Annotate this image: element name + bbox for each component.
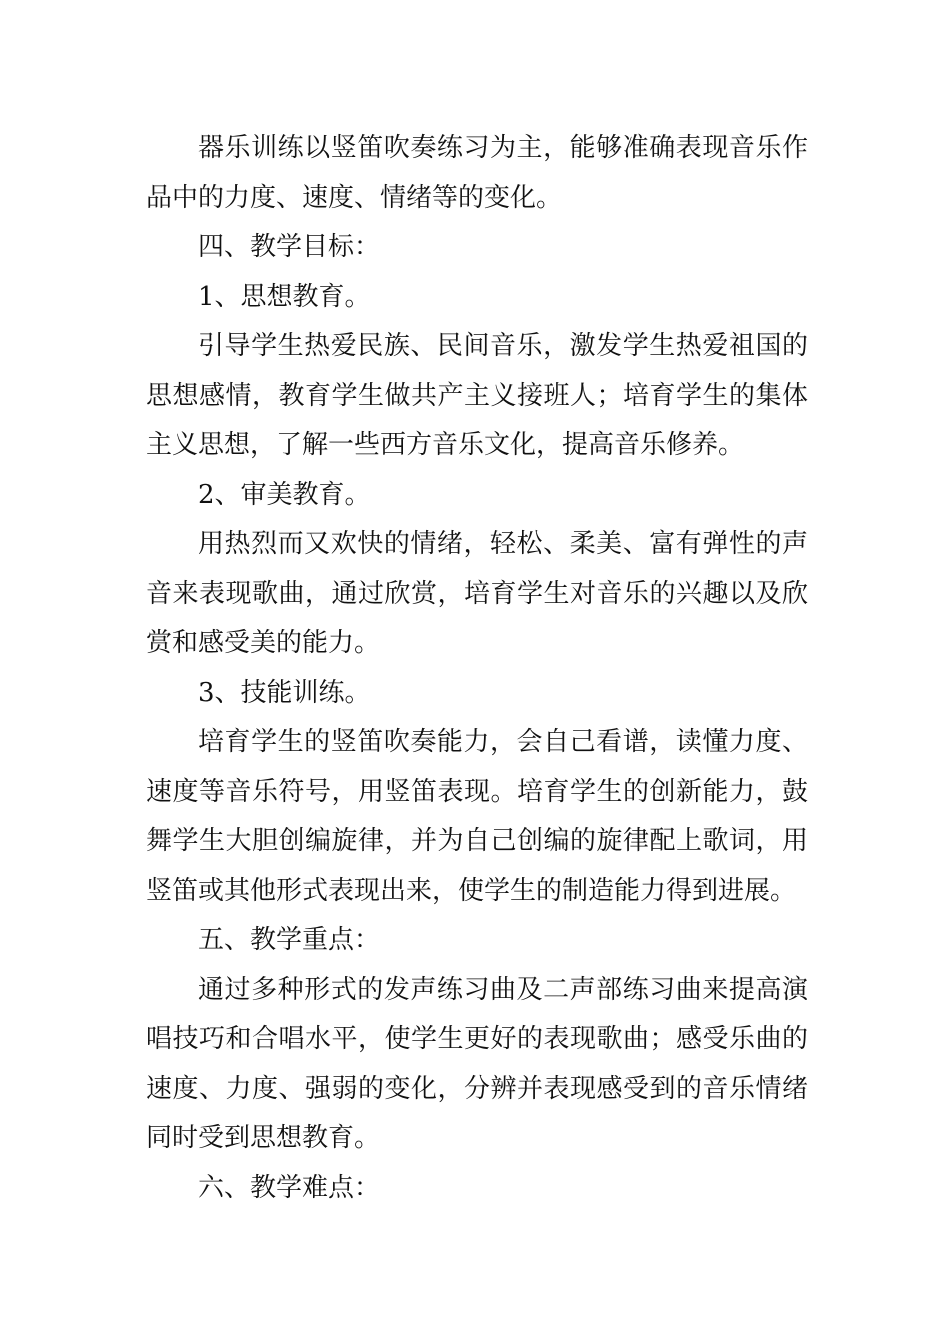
heading-teaching-difficulties: 六、教学难点： [198,1172,381,1203]
heading-teaching-goals: 四、教学目标： [198,232,381,262]
subheading-skill-training: 3、技能训练。 [198,677,371,708]
paragraph-ideological-education: 引导学生热爱民族、民间音乐，激发学生热爱祖国的思想感情，教育学生做共产主义接班人；培育学生的集体主义思想，了解一些西方音乐文化，提高音乐修养。 [146,331,808,460]
paragraph-aesthetic-education: 用热烈而又欢快的情绪，轻松、柔美、富有弹性的声音来表现歌曲，通过欣赏，培育学生对音乐的兴趣以及欣赏和感受美的能力。 [146,529,808,658]
subheading-ideological-education: 1、思想教育。 [198,281,371,312]
heading-teaching-focus: 五、教学重点： [198,925,381,955]
paragraph-instrument-training: 器乐训练以竖笛吹奏练习为主，能够准确表现音乐作品中的力度、速度、情绪等的变化。 [146,133,808,213]
paragraph-teaching-focus: 通过多种形式的发声练习曲及二声部练习曲来提高演唱技巧和合唱水平，使学生更好的表现歌曲；感受乐曲的速度、力度、强弱的变化，分辨并表现感受到的音乐情绪同时受到思想教育。 [146,974,808,1153]
subheading-aesthetic-education: 2、审美教育。 [198,479,371,510]
paragraph-skill-training: 培育学生的竖笛吹奏能力，会自己看谱，读懂力度、速度等音乐符号，用竖笛表现。培育学生的创新能力，鼓舞学生大胆创编旋律，并为自己创编的旋律配上歌词，用竖笛或其他形式表现出来，使学生的制造能力得到进展。 [146,727,808,906]
document-body [146,124,808,1213]
